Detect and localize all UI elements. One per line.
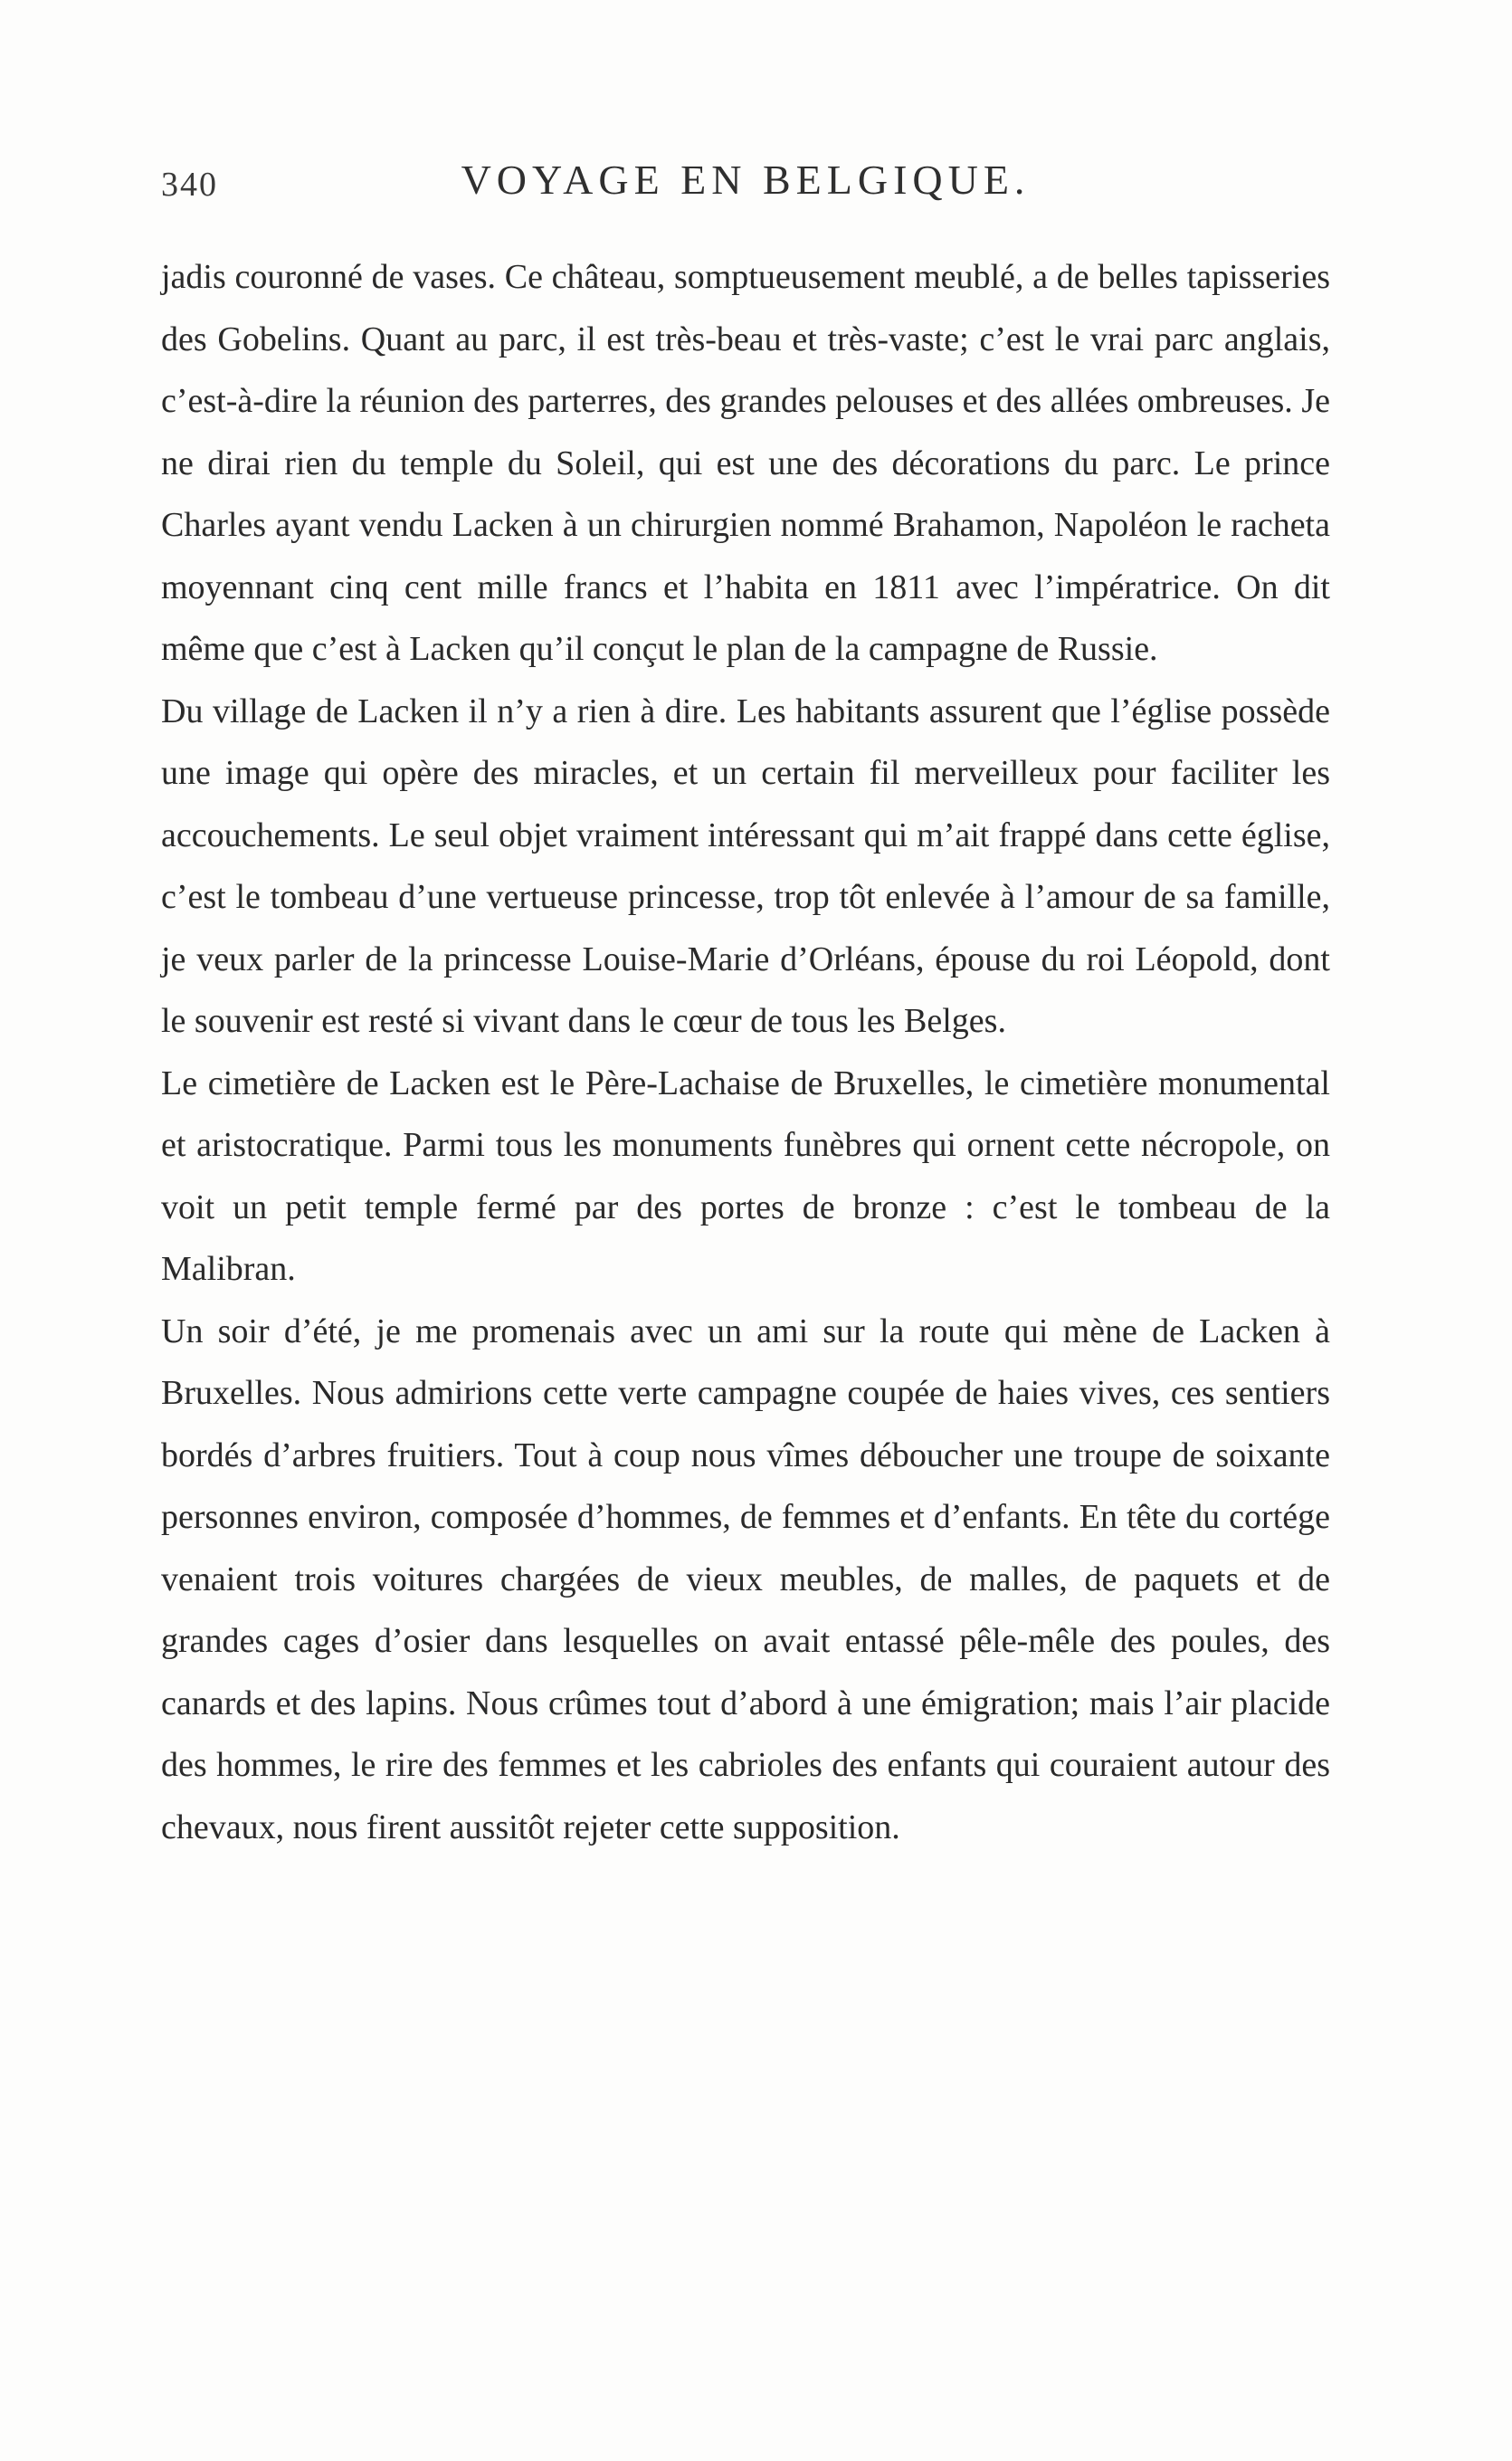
page-number: 340 xyxy=(161,166,218,204)
running-title: VOYAGE EN BELGIQUE. xyxy=(461,157,1031,203)
body-text xyxy=(161,246,1330,1858)
paragraph-1: jadis couronné de vases. Ce château, somptueusement meublé, a de belles tapisseries des Gobelins. Quant au parc, il est très-beau et très-vaste; c’est le vrai parc anglais, c’est-à-dire la réunion des parterres, des grandes pelouses et des allées ombreuses. Je ne dirai rien du temple du Soleil, qui est une des décorations du parc. Le prince Charles ayant vendu Lacken à un chirurgien nommé Brahamon, Napoléon le racheta moyennant cinq cent mille francs et l’habita en 1811 avec l’impératrice. On dit même que c’est à Lacken qu’il conçut le plan de la campagne de Russie. xyxy=(161,258,1330,668)
page-header xyxy=(161,156,1330,219)
paragraph-2: Du village de Lacken il n’y a rien à dire. Les habitants assurent que l’église possède une image qui opère des miracles, et un certain fil merveilleux pour faciliter les accouchements. Le seul objet vraiment intéressant qui m’ait frappé dans cette église, c’est le tombeau d’une vertueuse princesse, trop tôt enlevée à l’amour de sa famille, je veux parler de la princesse Louise-Marie d’Orléans, épouse du roi Léopold, dont le souvenir est resté si vivant dans le cœur de tous les Belges. xyxy=(161,692,1330,1040)
book-page xyxy=(161,156,1330,1858)
paragraph-3: Le cimetière de Lacken est le Père-Lachaise de Bruxelles, le cimetière monumental et aristocratique. Parmi tous les monuments funèbres qui ornent cette nécropole, on voit un petit temple fermé par des portes de bronze : c’est le tombeau de la Malibran. xyxy=(161,1064,1330,1288)
paragraph-4: Un soir d’été, je me promenais avec un ami sur la route qui mène de Lacken à Bruxelles. Nous admirions cette verte campagne coupée de haies vives, ces sentiers bordés d’arbres fruitiers. Tout à coup nous vîmes déboucher une troupe de soixante personnes environ, composée d’hommes, de femmes et d’enfants. En tête du cortége venaient trois voitures chargées de vieux meubles, de malles, de paquets et de grandes cages d’osier dans lesquelles on avait entassé pêle-mêle des poules, des canards et des lapins. Nous crûmes tout d’abord à une émigration; mais l’air placide des hommes, le rire des femmes et les cabrioles des enfants qui couraient autour des chevaux, nous firent aussitôt rejeter cette supposition. xyxy=(161,1312,1330,1846)
